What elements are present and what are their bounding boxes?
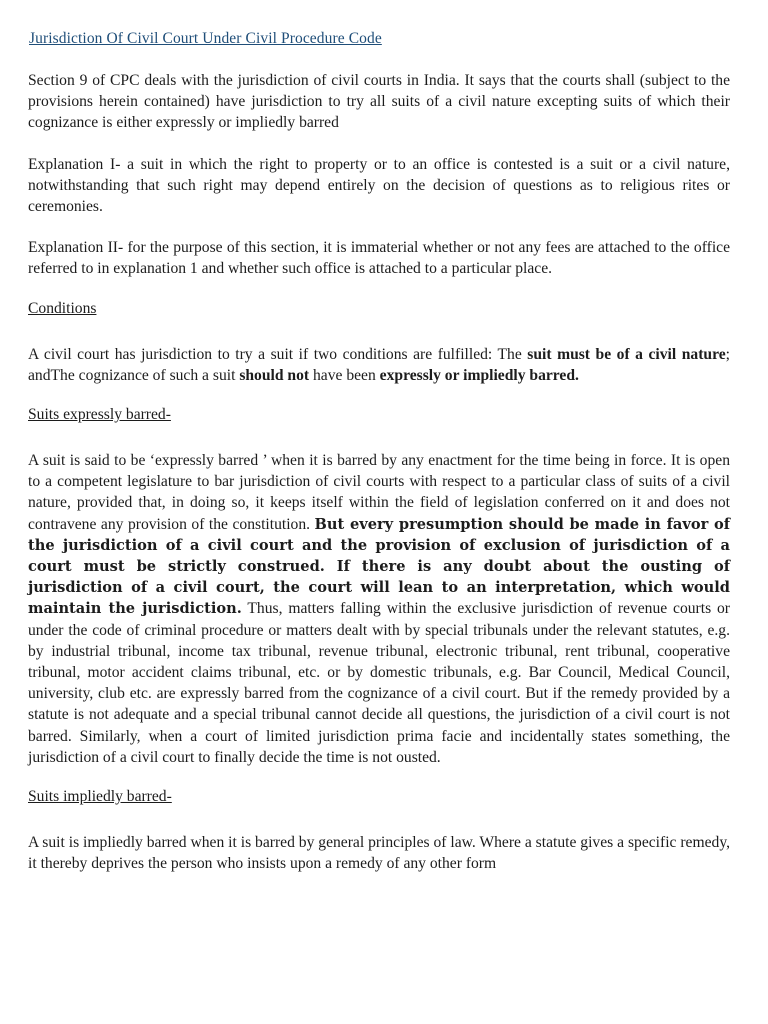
conditions-paragraph xyxy=(28,344,730,386)
conditions-heading: Conditions xyxy=(28,299,97,317)
impliedly-barred-paragraph: A suit is impliedly barred when it is barred by general principles of law. Where a statute gives a specific remedy, it thereby deprives the person who insists upon a remedy of any other form xyxy=(28,834,730,873)
expressly-barred-heading: Suits expressly barred- xyxy=(28,406,171,424)
conditions-bold-3: expressly or impliedly barred. xyxy=(379,366,579,384)
conditions-text-2: ; andThe cognizance of such a suit xyxy=(28,345,730,384)
section9-paragraph: Section 9 of CPC deals with the jurisdiction of civil courts in India. It says that the courts shall (subject to the provisions herein contained) have jurisdiction to try all suits of a civil nature excepting suits of which their cognizance is either expressly or impliedly barred xyxy=(28,72,730,132)
explanation-1-paragraph: Explanation I- a suit in which the right to property or to an office is contested is a suit or a civil nature, notwithstanding that such right may depend entirely on the decision of questions as to religious rites or ceremonies. xyxy=(28,155,730,216)
expressly-barred-paragraph xyxy=(28,450,730,768)
conditions-text-3: have been xyxy=(309,366,380,384)
impliedly-barred-heading: Suits impliedly barred- xyxy=(28,788,172,806)
conditions-bold-1: suit must be of a civil nature xyxy=(527,345,726,363)
conditions-bold-2: should not xyxy=(239,366,310,384)
document-title: Jurisdiction Of Civil Court Under Civil Procedure Code xyxy=(29,30,382,47)
expressly-bold-1: But every presumption should be made in favor of the jurisdiction of a civil court and the provision of exclusion of jurisdiction of a court must be strictly construed. If there is any doubt about the ousting of jurisdiction of a civil court, the court will lean to an interpretation, which would maintain the jurisdiction. xyxy=(28,515,730,618)
conditions-text-1: A civil court has jurisdiction to try a suit if two conditions are fulfilled: The xyxy=(28,345,528,363)
expressly-text-2: Thus, matters falling within the exclusive jurisdiction of revenue courts or under the code of criminal procedure or matters dealt with by special tribunals under the relevant statutes, e.g. by industrial tribunal, income tax tribunal, revenue tribunal, electronic tribunal, rent tribunal, cooperative tribunal, motor accident claims tribunal, etc. or by domestic tribunals, e.g. Bar Council, Medical Council, university, club etc. are expressly barred from the cognizance of a civil court. But if the remedy provided by a statute is not adequate and a special tribunal cannot decide all questions, the jurisdiction of a civil court is not barred. Similarly, when a court of limited jurisdiction prima facie and incidentally states something, the jurisdiction of a civil court to finally decide the time is not ousted. xyxy=(28,600,730,766)
expressly-text-1: A suit is said to be ‘expressly barred ’ when it is barred by any enactment for the time being in force. It is open to a competent legislature to bar jurisdiction of civil courts with respect to a particular class of suits of a civil nature, provided that, in doing so, it keeps itself within the field of legislation conferred on it and does not contravene any provision of the constitution. xyxy=(28,452,730,533)
explanation-2-paragraph: Explanation II- for the purpose of this section, it is immaterial whether or not any fees are attached to the office referred to in explanation 1 and whether such office is attached to a particular place. xyxy=(28,239,730,278)
